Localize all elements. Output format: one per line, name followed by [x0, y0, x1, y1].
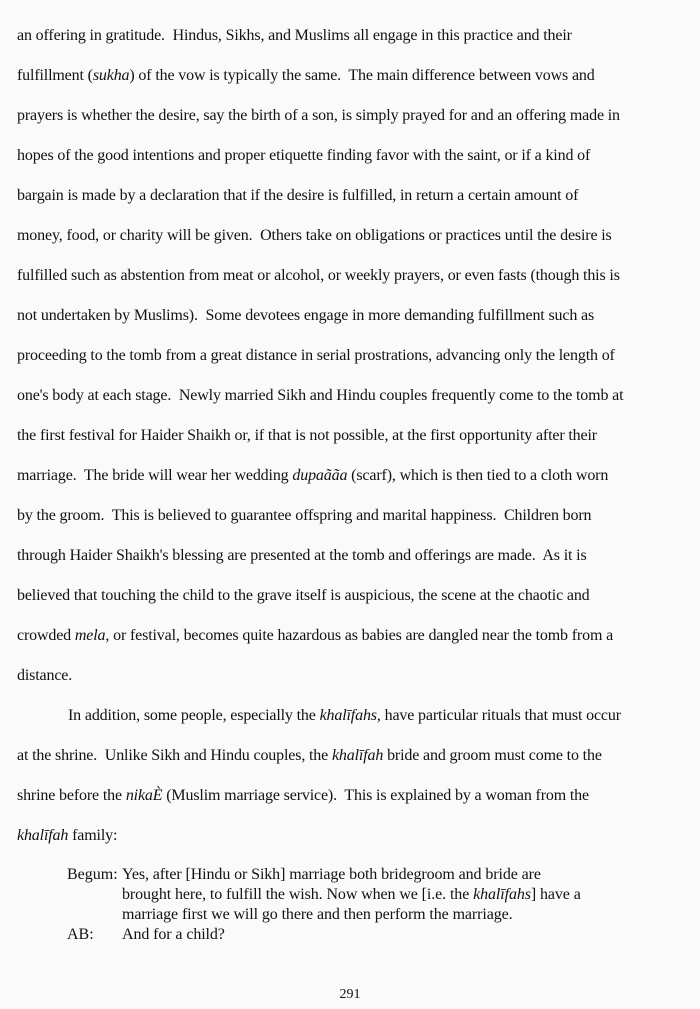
text-line: [17, 96, 684, 136]
text-line: [17, 416, 684, 456]
quote-speaker: AB:: [67, 926, 94, 943]
text-line: [17, 56, 684, 96]
body-text: [17, 16, 684, 856]
italic-term: khalīfah: [331, 747, 384, 764]
text-line: [17, 576, 684, 616]
text-segment: by the groom. This is believed to guarantee offspring and marital happiness. Children born: [17, 507, 592, 524]
text-segment: (scarf), which is then tied to a cloth worn: [347, 467, 609, 484]
text-line: [17, 816, 684, 856]
text-segment: the first festival for Haider Shaikh or, if that is not possible, at the first opportunity after their: [17, 427, 597, 444]
quote-line: [122, 905, 684, 925]
text-segment: not undertaken by Muslims). Some devotees engage in more demanding fulfillment such as: [17, 307, 595, 324]
text-line: [17, 496, 684, 536]
italic-term: khalīfahs: [319, 707, 377, 724]
text-segment: In addition, some people, especially the: [68, 707, 320, 724]
quote-entry: [17, 925, 684, 945]
text-segment: money, food, or charity will be given. Others take on obligations or practices until the desire is: [17, 227, 612, 244]
text-segment: bride and groom must come to the: [383, 747, 602, 764]
text-segment: through Haider Shaikh's blessing are presented at the tomb and offerings are made. As it is: [17, 547, 587, 564]
text-segment: bargain is made by a declaration that if the desire is fulfilled, in return a certain amount of: [17, 187, 579, 204]
text-segment: hopes of the good intentions and proper etiquette finding favor with the saint, or if a kind of: [17, 147, 591, 164]
text-segment: ) of the vow is typically the same. The main difference between vows and: [129, 67, 595, 84]
text-line: [17, 376, 684, 416]
text-segment: at the shrine. Unlike Sikh and Hindu couples, the: [17, 747, 332, 764]
page-number: 291: [339, 987, 361, 1002]
text-segment: prayers is whether the desire, say the birth of a son, is simply prayed for and an offering made in: [17, 107, 620, 124]
text-segment: an offering in gratitude. Hindus, Sikhs, and Muslims all engage in this practice and their: [17, 27, 572, 44]
quote-text: [122, 865, 684, 925]
italic-term: khalīfah: [17, 827, 69, 844]
text-segment: marriage first we will go there and then perform the marriage.: [122, 906, 513, 923]
text-line: [17, 336, 684, 376]
text-line: [17, 296, 684, 336]
quote-line: [122, 885, 684, 905]
text-segment: Yes, after [Hindu or Sikh] marriage both bridegroom and bride are: [122, 866, 541, 883]
text-segment: brought here, to fulfill the wish. Now when we [i.e. the: [122, 886, 474, 903]
quote-speaker: Begum:: [67, 866, 118, 883]
italic-term: sukha: [92, 67, 130, 84]
text-segment: , or festival, becomes quite hazardous as babies are dangled near the tomb from a: [105, 627, 614, 644]
text-line: [17, 136, 684, 176]
text-line: [17, 736, 684, 776]
text-segment: proceeding to the tomb from a great distance in serial prostrations, advancing only the length of: [17, 347, 615, 364]
text-segment: fulfilled such as abstention from meat or alcohol, or weekly prayers, or even fasts (though this is: [17, 267, 620, 284]
quote-line: [122, 925, 684, 945]
quote-line: [122, 865, 684, 885]
text-line: [17, 256, 684, 296]
quote-text: [122, 925, 684, 945]
text-segment: crowded: [17, 627, 75, 644]
text-segment: family:: [68, 827, 118, 844]
text-segment: And for a child?: [122, 926, 225, 943]
text-line: [17, 216, 684, 256]
text-segment: , have particular rituals that must occur: [376, 707, 621, 724]
italic-term: mela: [74, 627, 106, 644]
text-segment: ] have a: [530, 886, 581, 903]
text-line: [17, 16, 684, 56]
blockquote: [17, 865, 684, 945]
italic-term: dupaããa: [292, 467, 348, 484]
text-line: [17, 456, 684, 496]
text-line: [17, 696, 684, 736]
text-line: [17, 776, 684, 816]
text-segment: believed that touching the child to the grave itself is auspicious, the scene at the chaotic and: [17, 587, 590, 604]
text-line: [17, 616, 684, 656]
text-segment: distance.: [17, 667, 73, 684]
text-segment: one's body at each stage. Newly married Sikh and Hindu couples frequently come to the tomb at: [17, 387, 624, 404]
italic-term: nikaÈ: [125, 787, 163, 804]
text-line: [17, 536, 684, 576]
text-line: [17, 176, 684, 216]
text-line: [17, 656, 684, 696]
text-segment: fulfillment (: [17, 67, 93, 84]
text-segment: shrine before the: [17, 787, 126, 804]
text-segment: marriage. The bride will wear her wedding: [17, 467, 293, 484]
text-segment: (Muslim marriage service). This is explained by a woman from the: [162, 787, 589, 804]
italic-term: khalīfahs: [473, 886, 531, 903]
quote-entry: [17, 865, 684, 925]
